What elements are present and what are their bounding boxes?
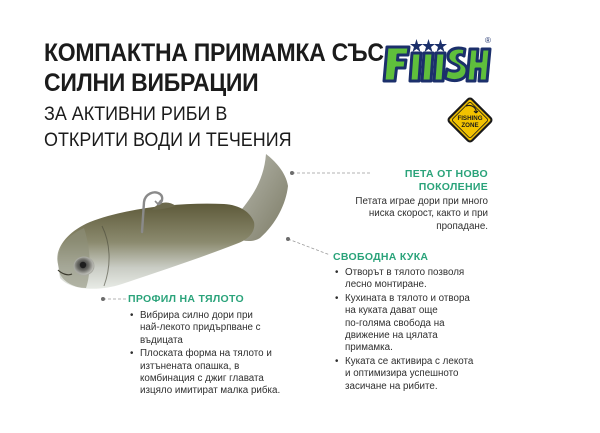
body-feature-bullets [130,310,310,399]
headline-line-2: СИЛНИ ВИБРАЦИИ [44,69,259,97]
tail-desc-line-1: Петата играе дори при много [355,196,488,207]
logo-wordmark [384,39,490,81]
list-item: • Вибрира силно дори при най-лекото придърпване с въдицата [130,310,310,347]
tail-title-line-2: ПОКОЛЕНИЕ [418,181,488,193]
tail-desc-line-2: ниска скорост, както и при [368,208,488,220]
tail-feature-description [355,196,488,233]
headline-line-1: КОМПАКТНА ПРИМАМКА СЪС [44,39,384,67]
subheadline-line-1: ЗА АКТИВНИ РИБИ В [44,103,228,125]
hook-feature-bullets [335,267,495,394]
tail-title-line-1: ПЕТА ОТ НОВО [404,168,488,180]
fiiish-logo [381,33,493,91]
fishing-zone-badge [446,96,494,144]
headline [44,38,413,153]
tail-desc-line-3: пропадане. [436,220,488,232]
badge-text-2: ZONE [461,122,479,129]
soft-lure-illustration [40,146,330,316]
tail-feature-title [405,168,488,194]
list-item: • Куката се активира с лекота и оптимизира успешното засичане на рибите. [335,356,495,393]
list-item: • Плоската форма на тялото и изтънената опашка, в комбинация с джиг главата изцяло имитират малка рибка. [130,348,310,398]
hook-feature-title: СВОБОДНА КУКА [333,251,429,263]
subheadline-line-2: ОТКРИТИ ВОДИ И ТЕЧЕНИЯ [44,129,292,151]
list-item: • Кухината в тялото и отвора на куката дават още по-голяма свобода на движение на цялата примамка. [335,293,495,355]
registered-mark: ® [485,36,491,45]
body-feature-title: ПРОФИЛ НА ТЯЛОТО [128,293,244,305]
list-item: • Отворът в тялото позволя лесно монтиране. [335,267,495,292]
badge-text-1: FISHING [457,115,483,122]
